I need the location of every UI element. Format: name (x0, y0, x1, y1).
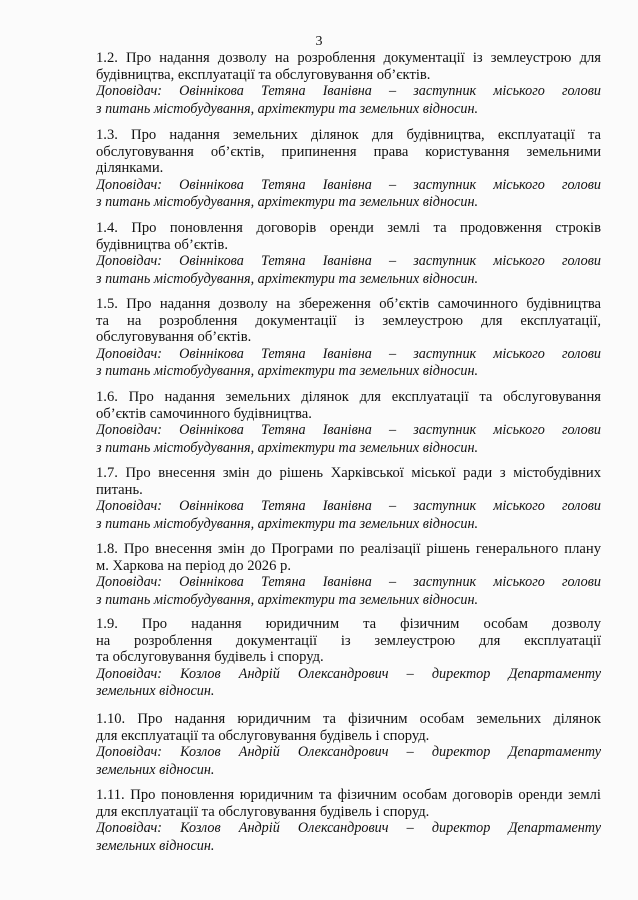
item-title: 1.8. Про внесення змін до Програми по реалізації рішень генерального плану м. Харкова на період до 2026 р. (96, 541, 601, 574)
item-speaker: Доповідач: Овіннікова Тетяна Іванівна – заступник міського голови з питань містобудування, архітектури та земельних відносин. (96, 574, 601, 608)
item-speaker: Доповідач: Овіннікова Тетяна Іванівна – заступник міського голови з питань містобудування, архітектури та земельних відносин. (96, 345, 601, 379)
item-speaker: Доповідач: Овіннікова Тетяна Іванівна – заступник міського голови з питань містобудування, архітектури та земельних відносин. (96, 253, 601, 287)
agenda-item (96, 616, 601, 701)
item-title: 1.10. Про надання юридичним та фізичним особам земельних ділянок для експлуатації та обслуговування будівель і споруд. (96, 711, 601, 744)
item-title: 1.9. Про надання юридичним та фізичним особам дозволу на розроблення документації із землеустрою для експлуатації та обслуговування будівель і споруд. (96, 616, 601, 665)
item-speaker: Доповідач: Овіннікова Тетяна Іванівна – заступник міського голови з питань містобудування, архітектури та земельних відносин. (96, 422, 601, 456)
item-title: 1.7. Про внесення змін до рішень Харківської міської ради з містобудівних питань. (96, 465, 601, 498)
item-title: 1.5. Про надання дозволу на збереження об’єктів самочинного будівництва та на розроблення документації із землеустрою для експлуатації, обслуговування об’єктів. (96, 296, 601, 345)
page-number: 3 (315, 34, 323, 49)
agenda-item (96, 465, 601, 533)
item-speaker: Доповідач: Овіннікова Тетяна Іванівна – заступник міського голови з питань містобудування, архітектури та земельних відносин. (96, 498, 601, 532)
item-speaker: Доповідач: Козлов Андрій Олександрович – директор Департаменту земельних відносин. (96, 820, 601, 854)
item-title: 1.2. Про надання дозволу на розроблення документації із землеустрою для будівництва, експлуатації та обслуговування об’єктів. (96, 50, 601, 83)
agenda-item (96, 541, 601, 609)
agenda-item (96, 296, 601, 381)
agenda-item (96, 50, 601, 118)
agenda-item (96, 787, 601, 855)
item-speaker: Доповідач: Козлов Андрій Олександрович – директор Департаменту земельних відносин. (96, 665, 601, 699)
agenda-item (96, 389, 601, 457)
agenda-item (96, 220, 601, 288)
item-speaker: Доповідач: Козлов Андрій Олександрович – директор Департаменту земельних відносин. (96, 744, 601, 778)
agenda-item (96, 711, 601, 779)
item-title: 1.6. Про надання земельних ділянок для експлуатації та обслуговування об’єктів самочинного будівництва. (96, 389, 601, 422)
item-speaker: Доповідач: Овіннікова Тетяна Іванівна – заступник міського голови з питань містобудування, архітектури та земельних відносин. (96, 176, 601, 210)
item-title: 1.11. Про поновлення юридичним та фізичним особам договорів оренди землі для експлуатації та обслуговування будівель і споруд. (96, 787, 601, 820)
item-title: 1.4. Про поновлення договорів оренди землі та продовження строків будівництва об’єктів. (96, 220, 601, 253)
item-title: 1.3. Про надання земельних ділянок для будівництва, експлуатації та обслуговування об’єктів, припинення права користування земельними ділянками. (96, 127, 601, 176)
item-speaker: Доповідач: Овіннікова Тетяна Іванівна – заступник міського голови з питань містобудування, архітектури та земельних відносин. (96, 83, 601, 117)
agenda-item (96, 127, 601, 212)
